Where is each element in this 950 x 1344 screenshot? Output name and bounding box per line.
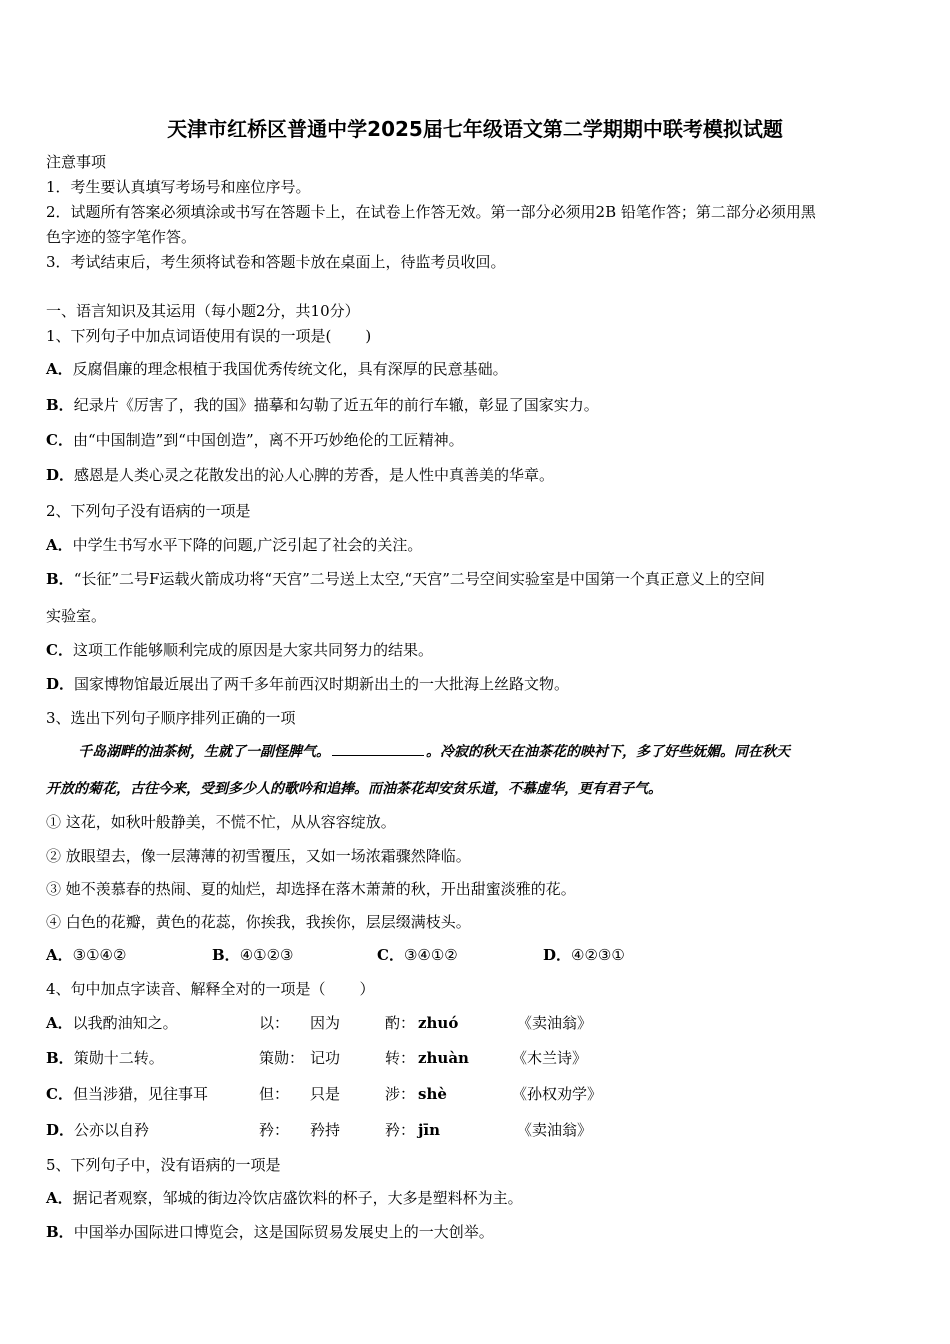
q1-option-a [46,359,508,379]
q3-sentence: ③ 她不羡慕春的热闹、夏的灿烂，却选择在落木萧萧的秋，开出甜蜜淡雅的花。 [46,880,576,898]
q2-option-b-cont: 实验室。 [46,607,107,625]
notice-item: 2．试题所有答案必须填涂或书写在答题卡上，在试卷上作答无效。第一部分必须用2B 铅笔作答；第二部分必须用黑 [46,203,816,221]
option-label: A． [46,1189,73,1207]
q3-choice-a [46,945,126,965]
row-word: 矜： [259,1121,290,1139]
option-label: C． [46,641,73,659]
q3-passage-line2: 开放的菊花，古往今来，受到多少人的歌吟和追捧。而油茶花却安贫乐道，不慕虚华，更有君子气。 [46,781,662,797]
row-sentence [46,1120,149,1140]
q2-option-c [46,640,433,660]
option-text: 国家博物馆最近展出了两千多年前西汉时期新出土的一大批海上丝路文物。 [74,675,570,693]
row-sentence [46,1084,208,1104]
q1-option-d [46,465,554,485]
option-text: ③④①② [403,946,458,964]
row-pinyin: zhuó [418,1014,459,1032]
row-char: 矜： [385,1121,416,1139]
option-text: ④①②③ [239,946,294,964]
option-label: A． [46,946,73,964]
notice-item: 3．考试结束后，考生须将试卷和答题卡放在桌面上，待监考员收回。 [46,253,506,271]
row-word: 策勋： [259,1049,305,1067]
option-label: A． [46,1014,73,1032]
option-label: B． [212,946,240,964]
q1-option-b [46,395,599,415]
row-pinyin: zhuàn [418,1049,469,1067]
option-label: B． [46,1223,74,1241]
option-label: C． [377,946,404,964]
row-char: 酌： [385,1014,416,1032]
q5-option-b [46,1222,494,1242]
option-text: 中国举办国际进口博览会，这是国际贸易发展史上的一大创举。 [73,1223,494,1241]
option-text: 反腐倡廉的理念根植于我国优秀传统文化，具有深厚的民意基础。 [72,360,508,378]
row-meaning: 因为 [310,1014,341,1032]
row-word: 但： [259,1085,290,1103]
row-meaning: 矜持 [310,1121,341,1139]
sentence-text: 公亦以自矜 [74,1121,150,1139]
q3-passage-line1 [78,741,790,762]
option-label: B． [46,396,74,414]
q3-sentence: ① 这花，如秋叶般静美，不慌不忙，从从容容绽放。 [46,813,396,831]
option-label: C． [46,1085,73,1103]
q3-choice-c [377,945,458,965]
q1-option-c [46,430,464,450]
q3-choice-b [212,945,293,965]
fill-blank [332,741,424,756]
question-4-stem [46,979,375,999]
option-label: A． [46,536,73,554]
row-sentence [46,1013,178,1033]
question-stem-close: ) [365,327,372,345]
row-char: 涉： [385,1085,416,1103]
row-source: 《木兰诗》 [512,1049,588,1067]
option-text: 中学生书写水平下降的问题,广泛引起了社会的关注。 [72,536,423,554]
page-title: 天津市红桥区普通中学2025届七年级语文第二学期期中联考模拟试题 [167,117,783,141]
question-1-stem [46,326,371,346]
option-label: D． [46,1121,75,1139]
question-2-stem: 2、下列句子没有语病的一项是 [46,502,251,520]
notice-item: 色字迹的签字笔作答。 [46,228,197,246]
sentence-text: 以我酌油知之。 [72,1014,178,1032]
sentence-text: 但当涉猎，见往事耳 [72,1085,208,1103]
q2-option-d [46,674,569,694]
row-word: 以： [259,1014,290,1032]
question-stem-text: 4、句中加点字读音、解释全对的一项是（ [46,980,326,998]
option-text: 这项工作能够顺利完成的原因是大家共同努力的结果。 [72,641,433,659]
option-text: 据记者观察，邹城的街边冷饮店盛饮料的杯子，大多是塑料杯为主。 [72,1189,523,1207]
question-stem-text: 1、下列句子中加点词语使用有误的一项是( [46,327,332,345]
q3-choice-d [543,945,625,965]
section-heading: 一、语言知识及其运用（每小题2分，共10分） [46,302,360,320]
row-pinyin: shè [418,1085,447,1103]
question-stem-close: ） [359,980,375,998]
sentence-text: 策勋十二转。 [73,1049,164,1067]
row-source: 《卖油翁》 [517,1121,593,1139]
q2-option-a [46,535,422,555]
q3-sentence: ④ 白色的花瓣，黄色的花蕊，你挨我，我挨你，层层缀满枝头。 [46,913,471,931]
row-source: 《孙权劝学》 [512,1085,603,1103]
row-sentence [46,1048,164,1068]
row-meaning: 记功 [310,1049,341,1067]
option-label: C． [46,431,73,449]
option-label: D． [46,675,75,693]
q5-option-a [46,1188,523,1208]
option-text: ③①④② [72,946,127,964]
option-text: ④②③① [571,946,625,964]
row-pinyin: jīn [418,1121,441,1139]
passage-text: 。冷寂的秋天在油茶花的映衬下，多了好些妩媚。同在秋天 [426,744,790,760]
row-meaning: 只是 [310,1085,341,1103]
question-5-stem: 5、下列句子中，没有语病的一项是 [46,1156,281,1174]
option-label: D． [46,466,75,484]
row-char: 转： [385,1049,416,1067]
option-text: 感恩是人类心灵之花散发出的沁人心脾的芳香，是人性中真善美的华章。 [74,466,555,484]
row-source: 《卖油翁》 [517,1014,593,1032]
option-label: B． [46,1049,74,1067]
q2-option-b [46,569,765,589]
q3-sentence: ② 放眼望去，像一层薄薄的初雪覆压，又如一场浓霜骤然降临。 [46,847,471,865]
notice-heading: 注意事项 [46,153,107,171]
option-text: “长征”二号F运载火箭成功将“天宫”二号送上太空,“天宫”二号空间实验室是中国第一个真正意义上的空间 [73,570,765,588]
question-3-stem: 3、选出下列句子顺序排列正确的一项 [46,709,296,727]
option-label: D． [543,946,572,964]
option-label: A． [46,360,73,378]
notice-item: 1．考生要认真填写考场号和座位序号。 [46,178,311,196]
option-label: B． [46,570,74,588]
option-text: 由“中国制造”到“中国创造”，离不开巧妙绝伦的工匠精神。 [72,431,464,449]
passage-text: 千岛湖畔的油茶树，生就了一副怪脾气。 [78,744,330,760]
option-text: 纪录片《厉害了，我的国》描摹和勾勒了近五年的前行车辙，彰显了国家实力。 [73,396,599,414]
